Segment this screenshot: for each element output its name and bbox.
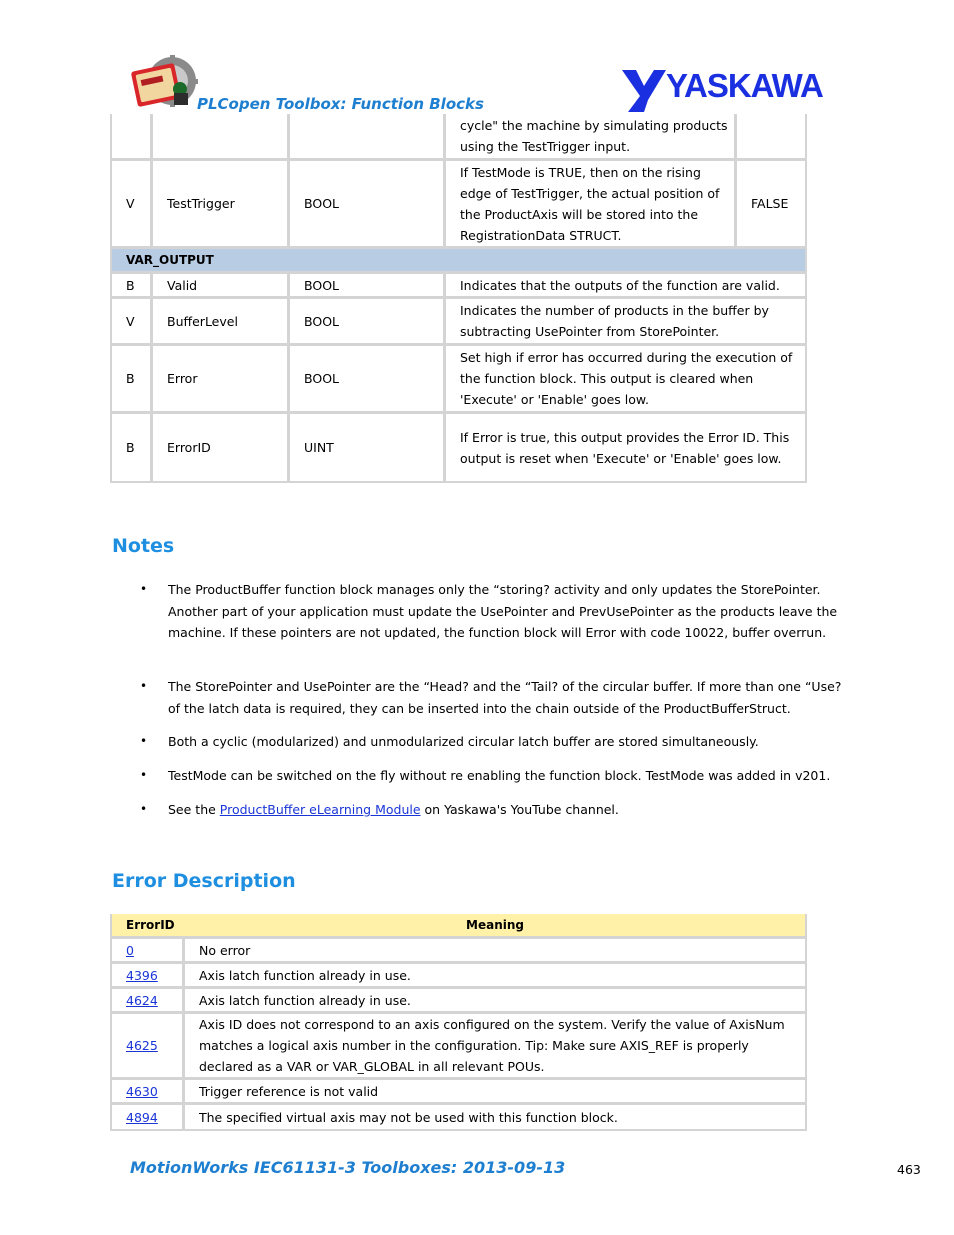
error-table-header xyxy=(112,914,805,939)
param-type: UINT xyxy=(290,414,446,481)
error-id-cell xyxy=(112,989,185,1014)
table-row xyxy=(112,161,805,249)
param-type: BOOL xyxy=(290,274,446,299)
list-item xyxy=(140,579,840,667)
param-name xyxy=(153,114,290,161)
bullet-icon: • xyxy=(140,802,148,816)
table-row xyxy=(112,274,805,299)
error-id-link[interactable]: 0 xyxy=(126,942,134,958)
column-header-meaning: Meaning xyxy=(185,914,805,939)
param-description: If TestMode is TRUE, then on the rising edge of TestTrigger, the actual position of the ProductAxis will be stored into the RegistrationData STRUCT. xyxy=(446,161,737,249)
param-kind: B xyxy=(112,414,153,481)
error-id-cell xyxy=(112,964,185,989)
yaskawa-logo xyxy=(622,66,844,112)
note-text: The StorePointer and UsePointer are the “Head? and the “Tail? of the circular buffer. If more than one “Use? of the latch data is required, they can be inserted into the chain outside of the ProductBufferStruct. xyxy=(168,679,842,716)
notes-heading: Notes xyxy=(112,535,175,557)
note-text-after: on Yaskawa's YouTube channel. xyxy=(420,802,619,817)
param-kind: V xyxy=(112,161,153,249)
param-type: BOOL xyxy=(290,161,446,249)
param-description: Indicates that the outputs of the function are valid. xyxy=(446,274,805,299)
table-row xyxy=(112,964,805,989)
error-meaning: Axis latch function already in use. xyxy=(185,989,805,1014)
error-id-cell xyxy=(112,1014,185,1080)
bullet-icon: • xyxy=(140,679,148,693)
param-description: Indicates the number of products in the buffer by subtracting UsePointer from StorePointer. xyxy=(446,299,805,346)
bullet-icon: • xyxy=(140,582,148,596)
error-id-cell xyxy=(112,1080,185,1105)
plcopen-logo xyxy=(130,55,200,111)
error-table xyxy=(110,914,807,1131)
param-default: FALSE xyxy=(737,161,805,249)
error-meaning: Axis ID does not correspond to an axis configured on the system. Verify the value of AxisNum matches a logical axis number in the configuration. Tip: Make sure AXIS_REF is properly declared as a VAR or VAR_GLOBAL in all relevant POUs. xyxy=(185,1014,805,1080)
param-description: Set high if error has occurred during the execution of the function block. This output is cleared when 'Execute' or 'Enable' goes low. xyxy=(446,346,805,414)
param-name: Error xyxy=(153,346,290,414)
bullet-icon: • xyxy=(140,734,148,748)
bullet-icon: • xyxy=(140,768,148,782)
table-row xyxy=(112,1080,805,1105)
section-label: VAR_OUTPUT xyxy=(112,249,805,274)
footer-title: MotionWorks IEC61131-3 Toolboxes: 2013-09-13 xyxy=(130,1158,566,1177)
error-id-link[interactable]: 4894 xyxy=(126,1109,158,1125)
error-description-heading: Error Description xyxy=(112,870,296,892)
param-name: Valid xyxy=(153,274,290,299)
table-row xyxy=(112,939,805,964)
error-id-cell xyxy=(112,1105,185,1129)
note-text: The ProductBuffer function block manages only the “storing? activity and only updates the StorePointer. Another part of your application must update the UsePointer and PrevUsePointer as the products leave the machine. If these pointers are not updated, the function block will Error with code 10022, buffer overrun. xyxy=(168,582,838,640)
note-text xyxy=(168,799,848,821)
section-row-var-output xyxy=(112,249,805,274)
error-id-cell xyxy=(112,939,185,964)
param-name: ErrorID xyxy=(153,414,290,481)
list-item xyxy=(140,799,840,821)
error-meaning: The specified virtual axis may not be used with this function block. xyxy=(199,1109,618,1125)
error-id-link[interactable]: 4625 xyxy=(126,1038,158,1053)
error-meaning: Axis latch function already in use. xyxy=(185,964,805,989)
table-row xyxy=(112,346,805,414)
param-type: BOOL xyxy=(290,346,446,414)
param-kind: B xyxy=(112,346,153,414)
param-description: cycle" the machine by simulating products using the TestTrigger input. xyxy=(446,114,737,161)
table-row xyxy=(112,414,805,481)
error-id-link[interactable]: 4396 xyxy=(126,967,158,983)
param-type xyxy=(290,114,446,161)
param-description: If Error is true, this output provides the Error ID. This output is reset when 'Execute' or 'Enable' goes low. xyxy=(460,429,790,466)
table-row xyxy=(112,1105,805,1129)
parameter-table xyxy=(110,114,807,483)
list-item xyxy=(140,676,840,720)
note-text: TestMode can be switched on the fly without re enabling the function block. TestMode was added in v201. xyxy=(168,768,831,783)
list-item xyxy=(140,765,840,787)
param-name: TestTrigger xyxy=(153,161,290,249)
param-name: BufferLevel xyxy=(153,299,290,346)
param-kind xyxy=(112,114,153,161)
param-kind: V xyxy=(112,299,153,346)
header-title: PLCopen Toolbox: Function Blocks xyxy=(197,95,484,113)
error-id-link[interactable]: 4624 xyxy=(126,992,158,1008)
table-row xyxy=(112,299,805,346)
note-text-before: See the xyxy=(168,802,220,817)
page-number: 463 xyxy=(897,1162,921,1177)
elearning-module-link[interactable]: ProductBuffer eLearning Module xyxy=(219,802,421,817)
table-row xyxy=(112,1014,805,1080)
table-row xyxy=(112,114,805,161)
note-text: Both a cyclic (modularized) and unmodularized circular latch buffer are stored simultaneously. xyxy=(168,734,759,749)
yaskawa-wordmark: YASKAWA xyxy=(666,67,823,104)
error-meaning: Trigger reference is not valid xyxy=(185,1080,805,1105)
error-meaning: No error xyxy=(185,939,805,964)
table-row xyxy=(112,989,805,1014)
column-header-errorid: ErrorID xyxy=(112,914,185,939)
param-kind: B xyxy=(112,274,153,299)
error-id-link[interactable]: 4630 xyxy=(126,1083,158,1099)
list-item xyxy=(140,731,840,753)
param-default xyxy=(737,114,805,161)
param-type: BOOL xyxy=(290,299,446,346)
